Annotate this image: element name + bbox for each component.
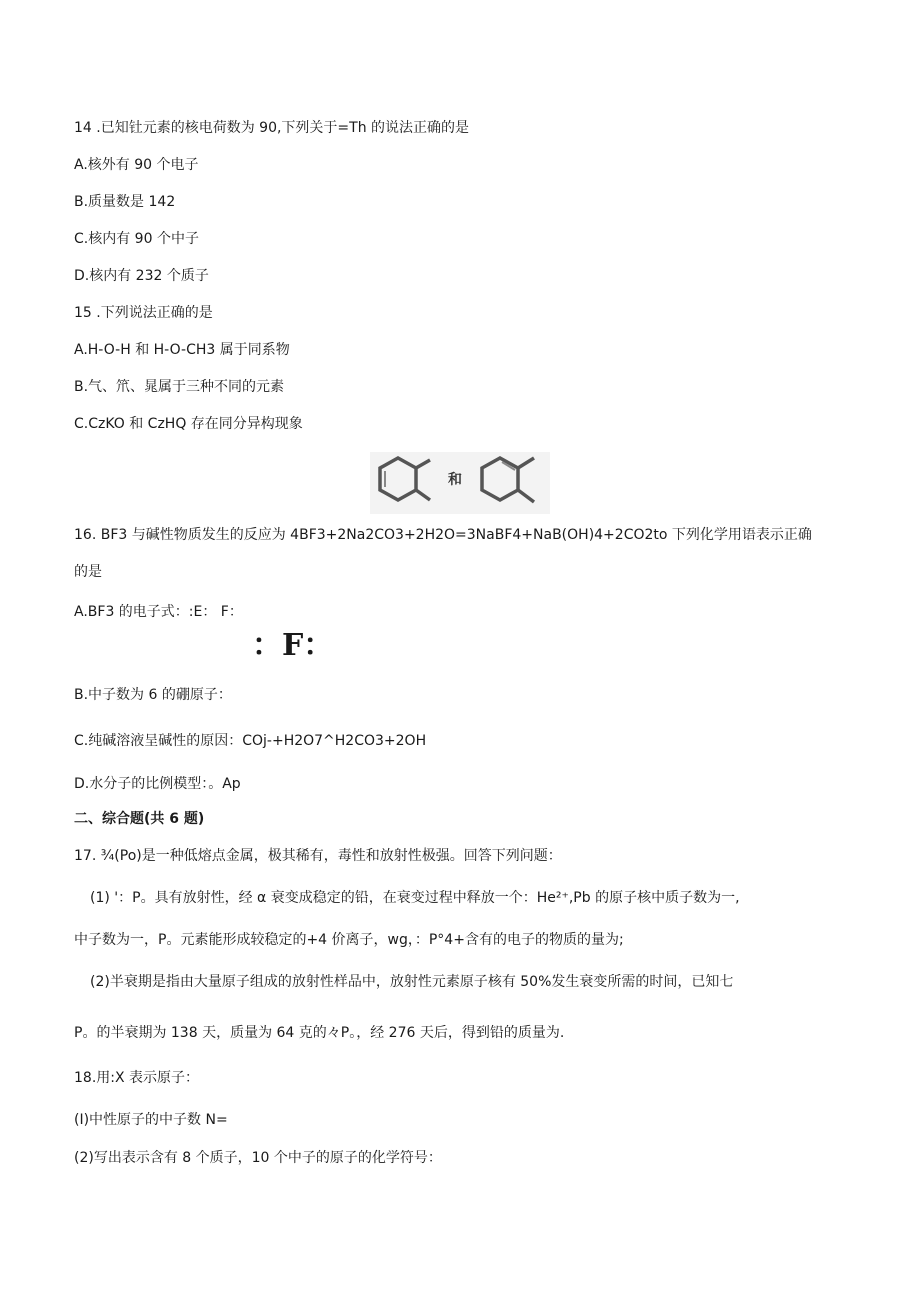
q15-option-a: A.H-O-H 和 H-O-CH3 属于同系物 [74,342,290,358]
q17-part2-line2: P。的半衰期为 138 天，质量为 64 克的々P。，经 276 天后，得到铅的质量为. [74,1025,565,1041]
q18-part2: (2)写出表示含有 8 个质子，10 个中子的原子的化学符号： [74,1150,442,1166]
q16-option-d: D.水分子的比例模型：。Ap [74,776,241,792]
section-title: 二、综合题(共 6 题) [74,811,205,827]
q16-stem-line1: 16. BF3 与碱性物质发生的反应为 4BF3+2Na2CO3+2H2O=3NaBF4+NaB(OH)4+2CO2to 下列化学用语表示正确 [74,527,812,543]
figure-label: 和 [448,472,462,488]
q18-stem: 18.用:X 表示原子： [74,1070,200,1086]
q17-part2-line1: (2)半衰期是指由大量原子组成的放射性样品中，放射性元素原子核有 50%发生衰变所需的时间，已知七 [90,974,734,990]
q17-part1-line2: 中子数为一，P。元素能形成较稳定的+4 价离子，wg，：P°4+含有的电子的物质的量为; [74,932,624,948]
q16-option-a: A.BF3 的电子式：:E： F： [74,604,243,620]
q15-option-c: C.CzKO 和 CzHQ 存在同分异构现象 [74,416,303,432]
q14-option-c: C.核内有 90 个中子 [74,231,199,247]
q14-option-a: A.核外有 90 个电子 [74,157,199,173]
q14-stem: 14 .已知钍元素的核电荷数为 90,下列关于=Th 的说法正确的是 [74,120,470,136]
q17-stem: 17. ¾(Po)是一种低熔点金属，极其稀有，毒性和放射性极强。回答下列问题： [74,848,562,864]
q17-part1-line1: (1) '：P。具有放射性，经 α 衰变成稳定的铅，在衰变过程中释放一个：He²⁺,Pb 的原子核中质子数为一, [90,890,740,906]
bf3-electron-formula: ：F： [252,628,334,663]
q14-option-b: B.质量数是 142 [74,194,176,210]
q16-stem-line2: 的是 [74,564,102,580]
q16-option-b: B.中子数为 6 的硼原子： [74,687,232,703]
q14-option-d: D.核内有 232 个质子 [74,268,209,284]
xylene-structures-svg [370,452,550,514]
q15-stem: 15 .下列说法正确的是 [74,305,213,321]
q15-option-b: B.气、笊、晁属于三种不同的元素 [74,379,285,395]
q18-part1: (I)中性原子的中子数 N= [74,1112,228,1128]
xylene-structures-figure [370,452,550,514]
q16-option-c: C.纯碱溶液呈碱性的原因：COj-+H2O7^H2CO3+2OH [74,733,427,749]
